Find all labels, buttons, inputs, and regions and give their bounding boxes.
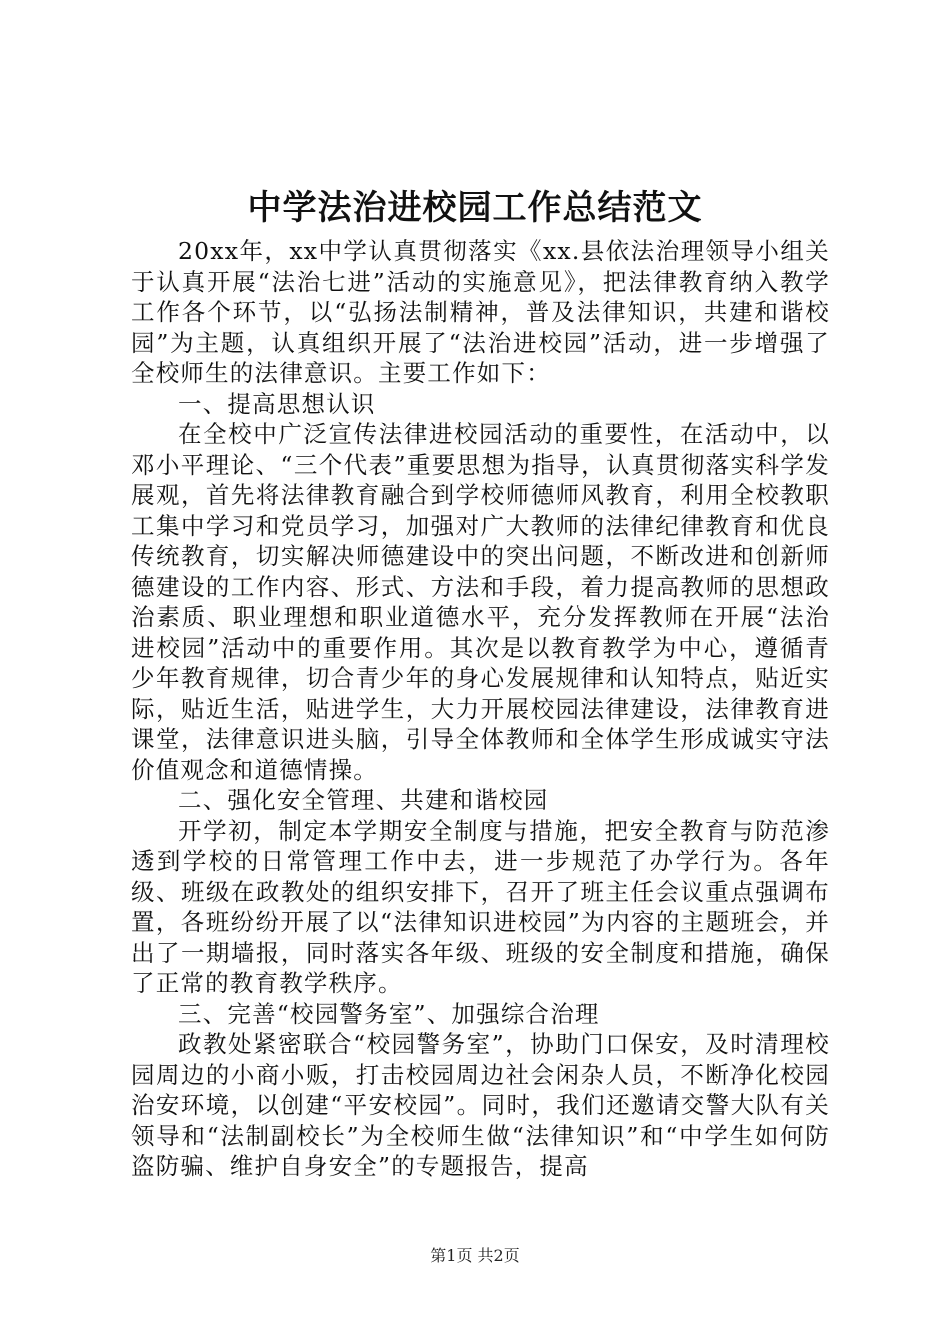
section-3-paragraph: 政教处紧密联合“校园警务室”，协助门口保安，及时清理校园周边的小商小贩，打击校园周边社会闲杂人员，不断净化校园治安环境，以创建“平安校园”。同时，我们还邀请交警大队有关领导和“法制副校长”为全校师生做“法律知识”和“中学生如何防盗防骗、维护自身安全”的专题报告，提高 [131,1030,830,1180]
page-number-footer: 第1页 共2页 [430,1246,520,1265]
section-1-paragraph: 在全校中广泛宣传法律进校园活动的重要性，在活动中，以邓小平理论、“三个代表”重要思想为指导，认真贯彻落实科学发展观，首先将法律教育融合到学校师德师风教育，利用全校教职工集中学习和党员学习，加强对广大教师的法律纪律教育和优良传统教育，切实解决师德建设中的突出问题，不断改进和创新师德建设的工作内容、形式、方法和手段，着力提高教师的思想政治素质、职业理想和职业道德水平，充分发挥教师在开展“法治进校园”活动中的重要作用。其次是以教育教学为中心，遵循青少年教育规律，切合青少年的身心发展规律和认知特点，贴近实际，贴近生活，贴进学生，大力开展校园法律建设，法律教育进课堂，法律意识进头脑，引导全体教师和全体学生形成诚实守法价值观念和道德情操。 [131,420,830,784]
document-title: 中学法治进校园工作总结范文 [247,188,703,228]
document-body [131,236,830,1182]
section-heading-3: 三、完善“校园警务室”、加强综合治理 [178,999,600,1028]
section-heading-2: 二、强化安全管理、共建和谐校园 [178,786,549,814]
section-2-paragraph: 开学初，制定本学期安全制度与措施，把安全教育与防范渗透到学校的日常管理工作中去，进一步规范了办学行为。各年级、班级在政教处的组织安排下，召开了班主任会议重点强调布置，各班纷纷开展了以“法律知识进校园”为内容的主题班会，并出了一期墙报，同时落实各年级、班级的安全制度和措施，确保了正常的教育教学秩序。 [131,816,830,997]
intro-paragraph: 20xx年，xx中学认真贯彻落实《xx.县依法治理领导小组关于认真开展“法治七进”活动的实施意见》，把法律教育纳入教学工作各个环节，以“弘扬法制精神，普及法律知识，共建和谐校园”为主题，认真组织开展了“法治进校园”活动，进一步增强了全校师生的法律意识。主要工作如下： [131,237,830,387]
section-heading-1: 一、提高思想认识 [178,389,376,418]
